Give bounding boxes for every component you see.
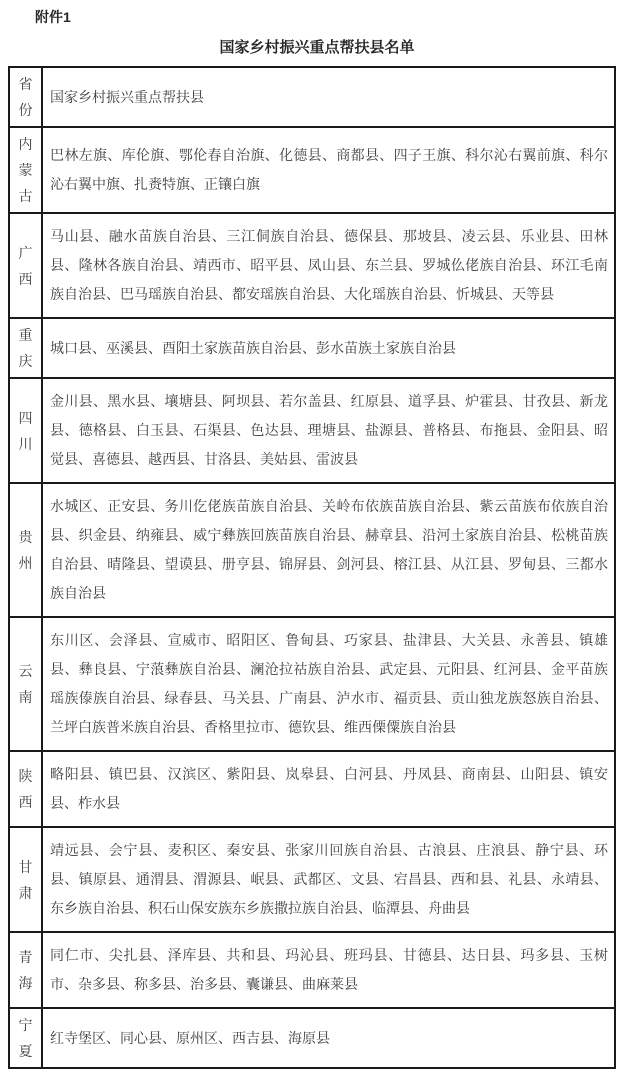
county-list: 马山县、融水苗族自治县、三江侗族自治县、德保县、那坡县、凌云县、乐业县、田林县、隆林各族自治县、靖西市、昭平县、凤山县、东兰县、罗城仫佬族自治县、环江毛南族自治县、巴马瑶族自治县、都安瑶族自治县、大化瑶族自治县、忻城县、天等县: [42, 213, 615, 318]
province-name: 云南: [9, 617, 42, 751]
table-row: [9, 378, 615, 483]
county-list: 水城区、正安县、务川仡佬族苗族自治县、关岭布依族苗族自治县、紫云苗族布依族自治县、织金县、纳雍县、威宁彝族回族苗族自治县、赫章县、沿河土家族自治县、松桃苗族自治县、晴隆县、望谟县、册亨县、锦屏县、剑河县、榕江县、从江县、罗甸县、三都水族自治县: [42, 483, 615, 617]
table-row: [9, 318, 615, 378]
county-list: 略阳县、镇巴县、汉滨区、紫阳县、岚皋县、白河县、丹凤县、商南县、山阳县、镇安县、柞水县: [42, 751, 615, 827]
table-row: [9, 751, 615, 827]
county-list: 红寺堡区、同心县、原州区、西吉县、海原县: [42, 1008, 615, 1068]
table-row: [9, 213, 615, 318]
province-column-header: 省份: [9, 67, 42, 127]
county-table: [8, 66, 616, 1069]
county-list: 城口县、巫溪县、酉阳土家族苗族自治县、彭水苗族土家族自治县: [42, 318, 615, 378]
province-name: 宁夏: [9, 1008, 42, 1068]
province-name: 贵州: [9, 483, 42, 617]
county-list: 同仁市、尖扎县、泽库县、共和县、玛沁县、班玛县、甘德县、达日县、玛多县、玉树市、杂多县、称多县、治多县、囊谦县、曲麻莱县: [42, 932, 615, 1008]
province-name: 甘肃: [9, 827, 42, 932]
county-list: 靖远县、会宁县、麦积区、秦安县、张家川回族自治县、古浪县、庄浪县、静宁县、环县、镇原县、通渭县、渭源县、岷县、武都区、文县、宕昌县、西和县、礼县、永靖县、东乡族自治县、积石山保安族东乡族撒拉族自治县、临潭县、舟曲县: [42, 827, 615, 932]
table-header-row: [9, 67, 615, 127]
table-row: [9, 617, 615, 751]
county-list: 金川县、黑水县、壤塘县、阿坝县、若尔盖县、红原县、道孚县、炉霍县、甘孜县、新龙县、德格县、白玉县、石渠县、色达县、理塘县、盐源县、普格县、布拖县、金阳县、昭觉县、喜德县、越西县、甘洛县、美姑县、雷波县: [42, 378, 615, 483]
county-list: 巴林左旗、库伦旗、鄂伦春自治旗、化德县、商都县、四子王旗、科尔沁右翼前旗、科尔沁右翼中旗、扎赉特旗、正镶白旗: [42, 127, 615, 213]
attachment-label: 附件1: [35, 9, 71, 25]
province-name: 内蒙古: [9, 127, 42, 213]
table-row: [9, 932, 615, 1008]
county-list: 东川区、会泽县、宣威市、昭阳区、鲁甸县、巧家县、盐津县、大关县、永善县、镇雄县、彝良县、宁蒗彝族自治县、澜沧拉祜族自治县、武定县、元阳县、红河县、金平苗族瑶族傣族自治县、绿春县、马关县、广南县、泸水市、福贡县、贡山独龙族怒族自治县、兰坪白族普米族自治县、香格里拉市、德钦县、维西傈僳族自治县: [42, 617, 615, 751]
counties-column-header: 国家乡村振兴重点帮扶县: [42, 67, 615, 127]
page-title: 国家乡村振兴重点帮扶县名单: [219, 39, 415, 56]
province-name: 广西: [9, 213, 42, 318]
table-row: [9, 1008, 615, 1068]
table-row: [9, 827, 615, 932]
province-name: 重庆: [9, 318, 42, 378]
table-row: [9, 483, 615, 617]
table-row: [9, 127, 615, 213]
province-name: 四川: [9, 378, 42, 483]
province-name: 青海: [9, 932, 42, 1008]
province-name: 陕西: [9, 751, 42, 827]
table-body: [9, 67, 615, 1068]
